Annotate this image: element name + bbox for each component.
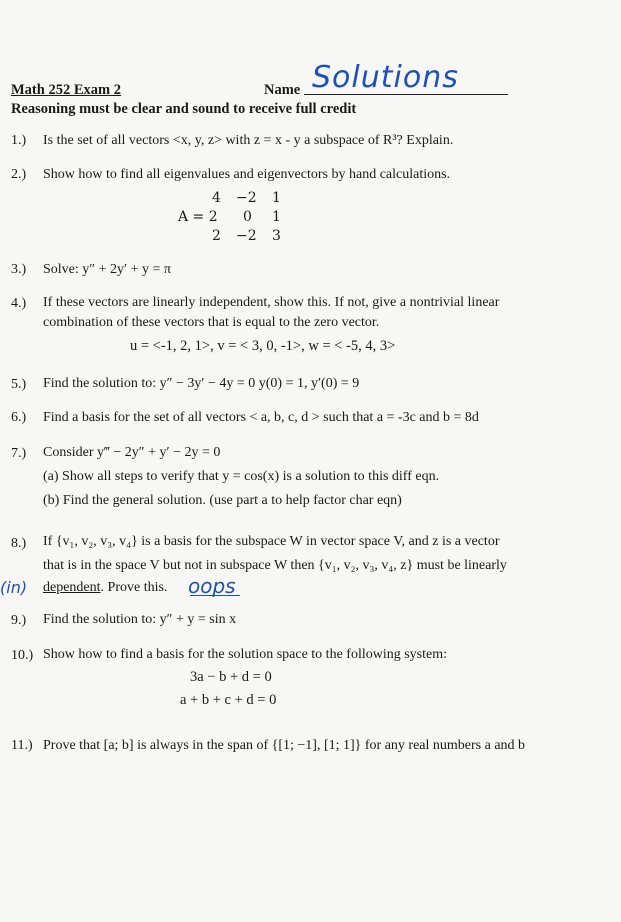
question-text xyxy=(43,738,525,754)
question-text: Find the solution to: y″ + y = sin x xyxy=(43,612,237,627)
matrix-cell: −2 xyxy=(236,228,257,244)
question-number: 7.) xyxy=(11,446,27,461)
question-text: Is the set of all vectors <x, y, z> with z = x - y a subspace of R³? Explain. xyxy=(43,133,454,148)
question-number: 11.) xyxy=(11,738,33,753)
question-number: 5.) xyxy=(11,377,27,392)
question-number: 1.) xyxy=(11,133,27,148)
question-text-cont: combination of these vectors that is equal to the zero vector. xyxy=(43,315,380,330)
matrix-cell: 4 xyxy=(212,190,221,206)
matrix-label: A = 2 xyxy=(178,209,218,225)
matrix-cell: 1 xyxy=(272,209,281,225)
name-label: Name xyxy=(264,82,301,98)
question-part-a: (a) Show all steps to verify that y = cos(x) is a solution to this diff eqn. xyxy=(43,469,440,484)
underlined-word: dependent xyxy=(43,580,101,595)
question-number: 2.) xyxy=(11,167,27,182)
matrix-cell: −2 xyxy=(236,190,257,206)
course-title: Math 252 Exam 2 xyxy=(11,82,121,98)
vectors-line: u = <-1, 2, 1>, v = < 3, 0, -1>, w = < -5, 4, 3> xyxy=(130,338,396,354)
question-number: 8.) xyxy=(11,536,27,551)
question-number: 10.) xyxy=(11,648,34,663)
equation-2: a + b + c + d = 0 xyxy=(180,692,277,708)
q11-suffix: for any real numbers a and b xyxy=(364,738,526,753)
matrix-cell: 0 xyxy=(243,209,252,225)
question-text: Show how to find all eigenvalues and eigenvectors by hand calculations. xyxy=(43,167,451,182)
matrix-cell: 2 xyxy=(212,228,221,244)
q11-middle: is always in the span of xyxy=(137,738,269,753)
handwritten-oops: oops xyxy=(188,574,236,598)
question-number: 4.) xyxy=(11,296,27,311)
question-text: Consider y‴ − 2y″ + y′ − 2y = 0 xyxy=(43,445,221,460)
question-text-cont: that is in the space V but not in subspace W then {v₁, v₂, v₃, v₄, z} must be linearly xyxy=(43,558,507,573)
handwritten-underline xyxy=(190,595,240,596)
question-text: If these vectors are linearly independent, show this. If not, give a nontrivial linear xyxy=(43,295,500,310)
question-text: If {v₁, v₂, v₃, v₄} is a basis for the subspace W in vector space V, and z is a vector xyxy=(43,534,500,549)
question-number: 9.) xyxy=(11,613,27,628)
question-number: 3.) xyxy=(11,262,27,277)
q11-span-set: {[1; −1], [1; 1]} xyxy=(271,738,362,753)
question-text-cont xyxy=(43,580,167,596)
q11-prefix: Prove that xyxy=(43,738,101,753)
equation-1: 3a − b + d = 0 xyxy=(190,669,272,685)
subtitle: Reasoning must be clear and sound to receive full credit xyxy=(11,101,357,117)
matrix-cell: 3 xyxy=(272,228,281,244)
question-number: 6.) xyxy=(11,410,27,425)
handwritten-annotation: (in) xyxy=(0,578,28,597)
question-part-b: (b) Find the general solution. (use part a to help factor char eqn) xyxy=(43,493,402,508)
q11-vector: [a; b] xyxy=(103,738,134,753)
question-text-tail: . Prove this. xyxy=(100,580,168,595)
matrix-cell: 1 xyxy=(272,190,281,206)
name-handwritten: Solutions xyxy=(312,60,459,95)
question-text: Find the solution to: y″ − 3y′ − 4y = 0 y(0) = 1, y′(0) = 9 xyxy=(43,376,360,391)
question-text: Solve: y″ + 2y′ + y = π xyxy=(43,262,171,277)
question-text: Find a basis for the set of all vectors < a, b, c, d > such that a = -3c and b = 8d xyxy=(43,410,479,425)
question-text: Show how to find a basis for the solution space to the following system: xyxy=(43,647,448,662)
